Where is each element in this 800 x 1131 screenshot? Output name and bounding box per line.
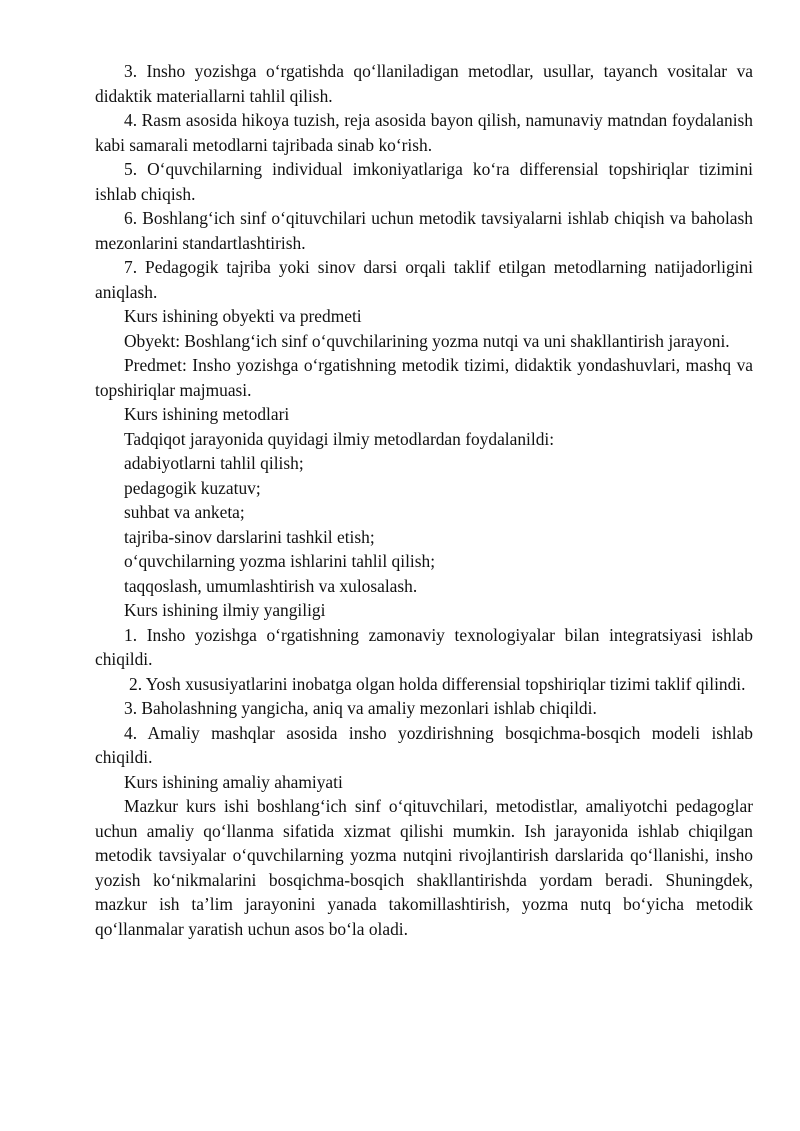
methods-intro: Tadqiqot jarayonida quyidagi ilmiy metodlardan foydalanildi: [124,428,555,449]
task-item-6: 6. Boshlang‘ich sinf o‘qituvchilari uchun metodik tavsiyalarni ishlab chiqish va baholash mezonlarini standartlashtirish. [95,208,753,253]
method-item: o‘quvchilarning yozma ishlarini tahlil qilish; [124,551,436,571]
method-item: pedagogik kuzatuv; [124,477,261,498]
method-item: taqqoslash, umumlashtirish va xulosalash. [124,575,418,596]
method-item: suhbat va anketa; [124,502,245,522]
task-item-5: 5. O‘quvchilarning individual imkoniyatlariga ko‘ra differensial topshiriqlar tizimini ishlab chiqish. [95,159,753,204]
section-heading-practical: Kurs ishining amaliy ahamiyati [124,771,343,792]
section-heading-object: Kurs ishining obyekti va predmeti [124,306,362,326]
section-heading-methods: Kurs ishining metodlari [124,404,290,424]
method-item: adabiyotlarni tahlil qilish; [124,453,304,473]
task-item-7: 7. Pedagogik tajriba yoki sinov darsi orqali taklif etilgan metodlarning natijadorligini aniqlash. [95,257,753,302]
novelty-item-3: 3. Baholashning yangicha, aniq va amaliy mezonlari ishlab chiqildi. [124,698,597,718]
section-heading-novelty: Kurs ishining ilmiy yangiligi [124,600,326,620]
novelty-item-1: 1. Insho yozishga o‘rgatishning zamonaviy texnologiyalar bilan integratsiyasi ishlab chiqildi. [95,624,753,669]
novelty-item-2: 2. Yosh xususiyatlarini inobatga olgan holda differensial topshiriqlar tizimi taklif qilindi. [129,673,746,694]
object-paragraph: Obyekt: Boshlang‘ich sinf o‘quvchilarining yozma nutqi va uni shakllantirish jarayoni. [124,330,730,351]
practical-paragraph: Mazkur kurs ishi boshlang‘ich sinf o‘qituvchilari, metodistlar, amaliyotchi pedagoglar uchun amaliy qo‘llanma sifatida xizmat qilishi mumkin. Ish jarayonida ishlab chiqilgan metodik tavsiyalar o‘quvchilarning yozma nutqini rivojlantirish darslarida qo‘llanishi, insho yozish ko‘nikmalarini bosqichma-bosqich shakllantirishda yordam beradi. Shuningdek, mazkur ish ta’lim jarayonini yanada takomillashtirish, yozma nutq bo‘yicha metodik qo‘llanmalar yaratish uchun asos bo‘la oladi. [95,796,753,939]
novelty-item-4: 4. Amaliy mashqlar asosida insho yozdirishning bosqichma-bosqich modeli ishlab chiqildi. [95,722,753,767]
task-item-3: 3. Insho yozishga o‘rgatishda qo‘llaniladigan metodlar, usullar, tayanch vositalar va didaktik materiallarni tahlil qilish. [95,61,753,106]
subject-paragraph: Predmet: Insho yozishga o‘rgatishning metodik tizimi, didaktik yondashuvlari, mashq va topshiriqlar majmuasi. [95,355,753,400]
method-item: tajriba-sinov darslarini tashkil etish; [124,526,375,547]
task-item-4: 4. Rasm asosida hikoya tuzish, reja asosida bayon qilish, namunaviy matndan foydalanish kabi samarali metodlarni tajribada sinab ko‘rish. [95,110,753,155]
